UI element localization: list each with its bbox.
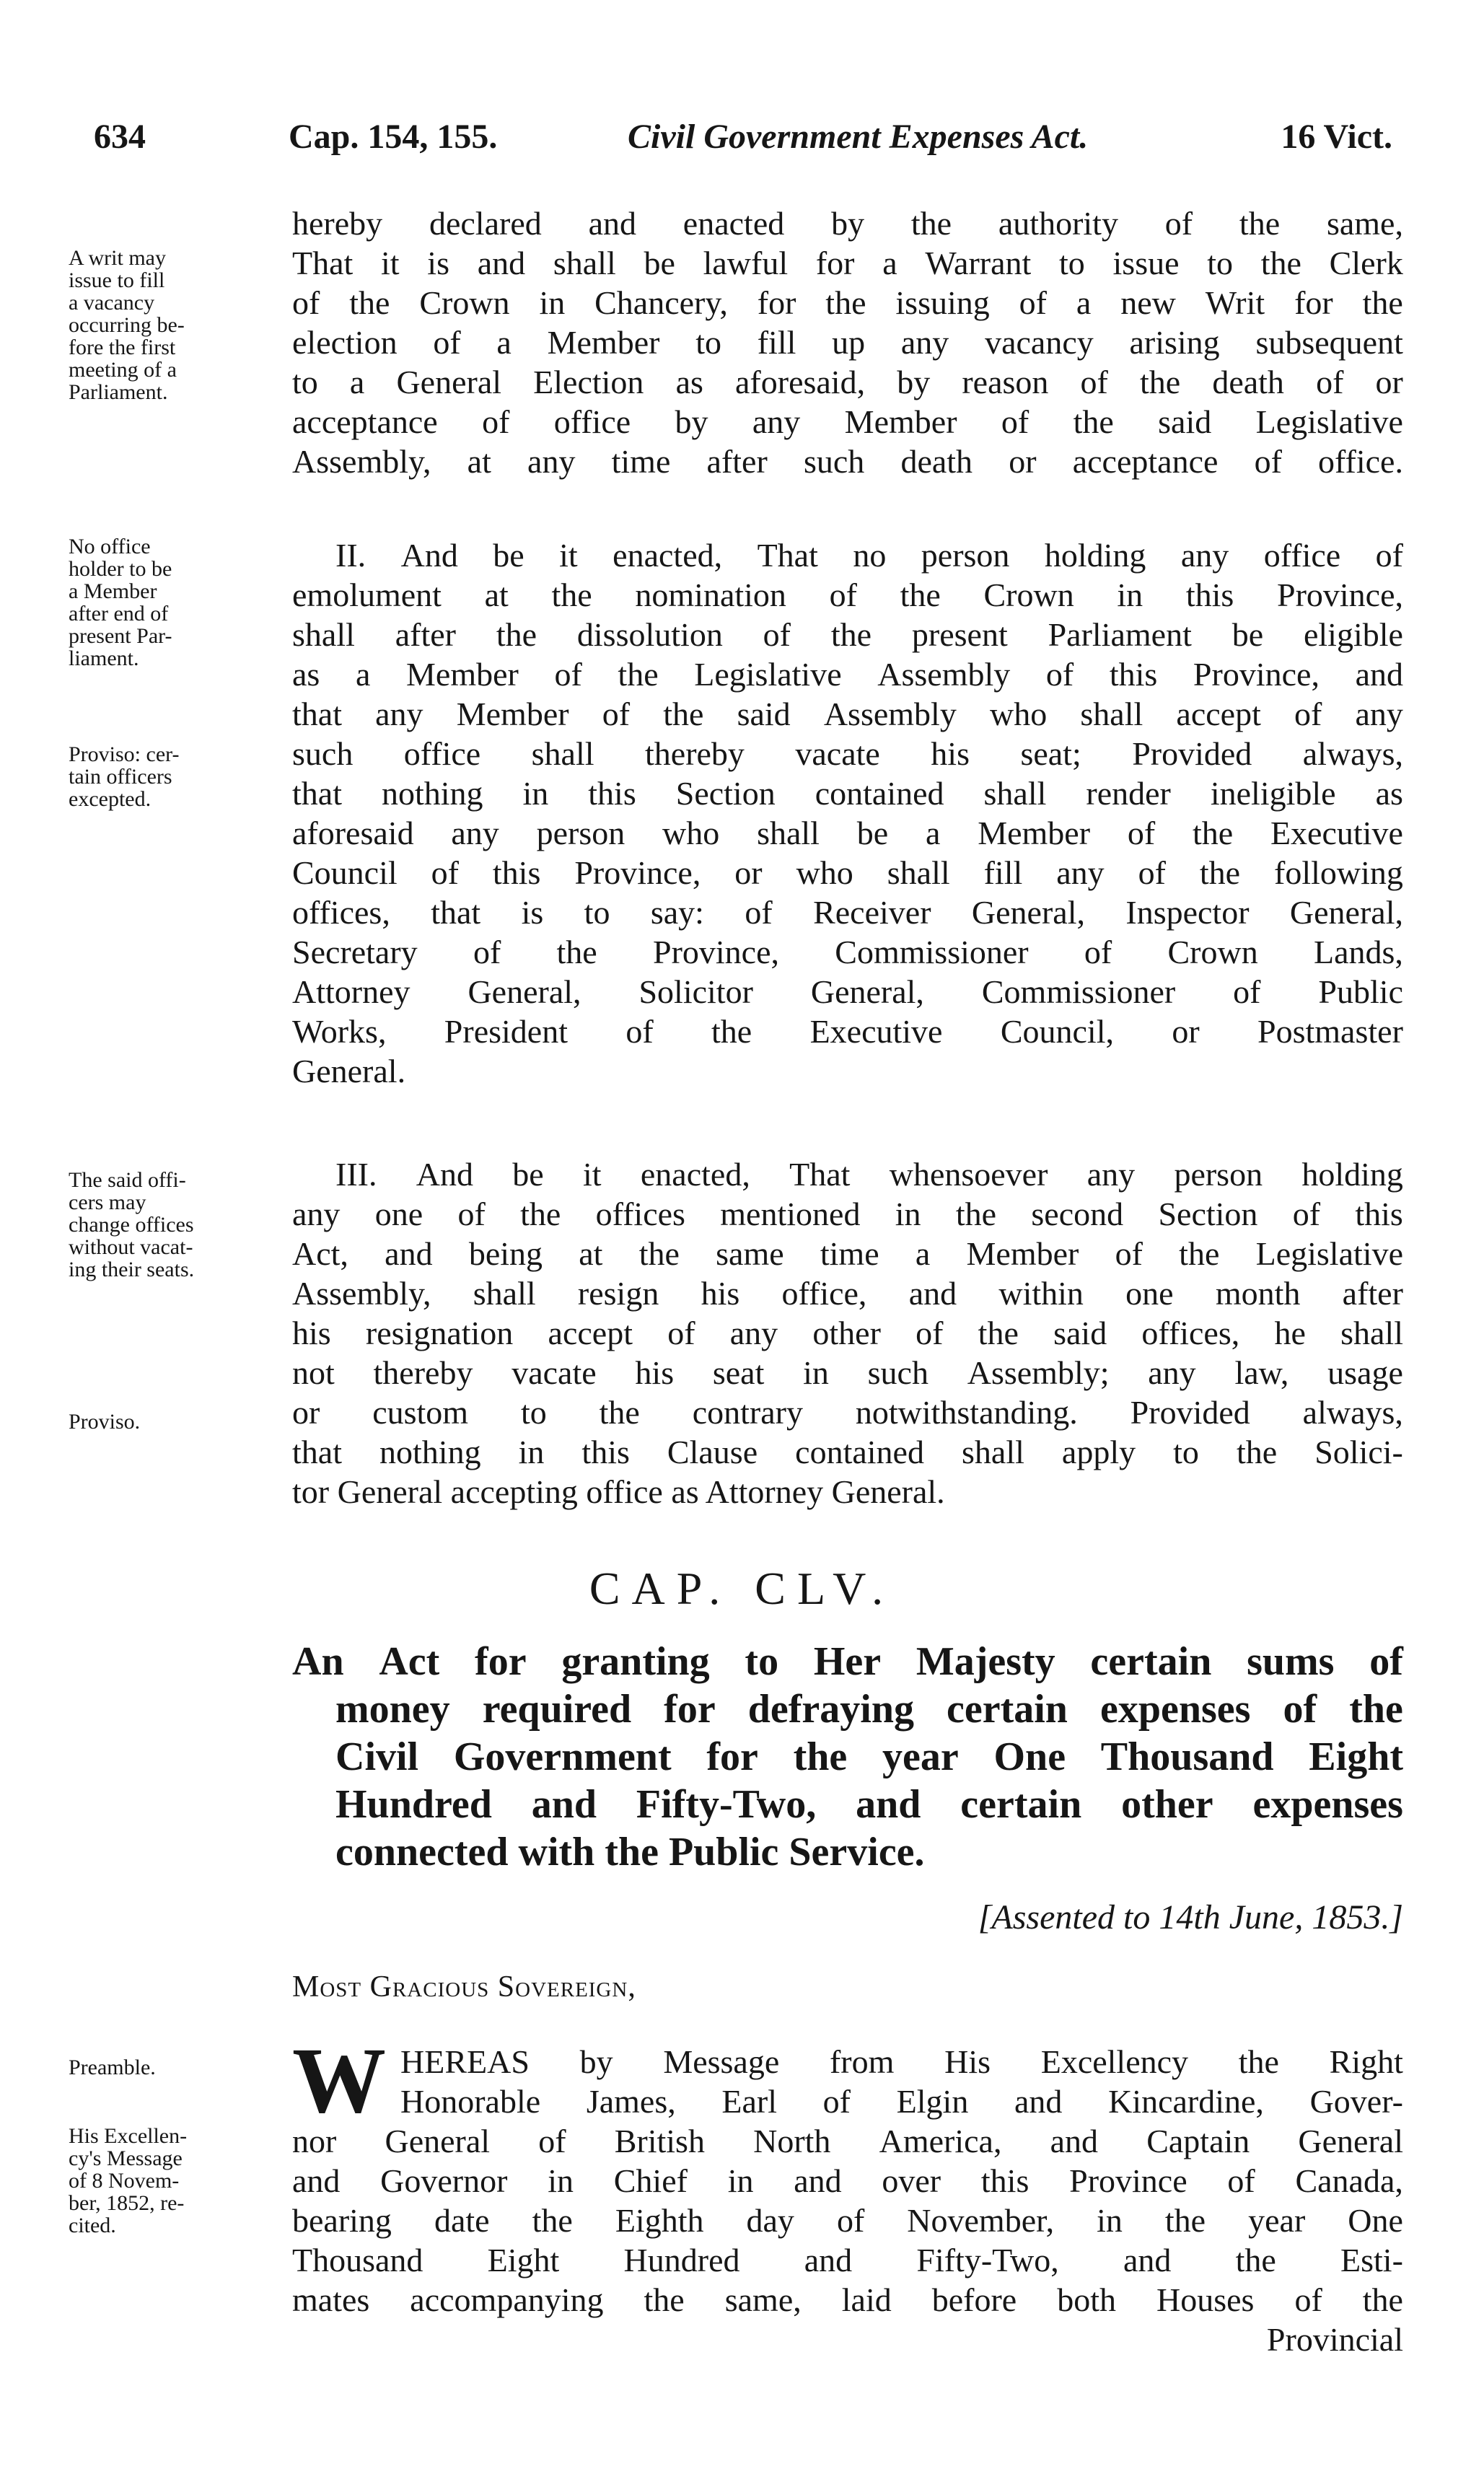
margin-note-line: Proviso. <box>69 1410 141 1434</box>
catchword: Provincial <box>1266 2321 1403 2358</box>
section-iii <box>292 1154 1403 1512</box>
margin-note-line: occurring be- <box>69 313 185 337</box>
text-line: Secretary of the Province, Commissioner of Crown Lands, <box>292 934 1403 970</box>
margin-note-line: present Par- <box>69 624 172 648</box>
section-ii <box>292 535 1403 1091</box>
act-title <box>292 1638 1403 1876</box>
text-line: mates accompanying the same, laid before both Houses of the <box>292 2281 1403 2318</box>
margin-note-line: meeting of a <box>69 358 177 382</box>
act-title-line: connected with the Public Service. <box>335 1830 925 1874</box>
text-line: that nothing in this Section contained shall render ineligible as <box>292 775 1403 812</box>
act-title-line: money required for defraying certain expenses of the <box>335 1687 1403 1732</box>
running-header <box>72 115 1414 166</box>
margin-note-line: cited. <box>69 2214 116 2237</box>
text-line: nor General of British North America, and Captain General <box>292 2123 1403 2159</box>
text-line: tor General accepting office as Attorney General. <box>292 1473 945 1510</box>
text-line: Assembly, shall resign his office, and within one month after <box>292 1275 1403 1312</box>
margin-note-line: cy's Message <box>69 2146 183 2170</box>
margin-note-line: liament. <box>69 646 139 670</box>
text-line: aforesaid any person who shall be a Member of the Executive <box>292 815 1403 851</box>
margin-note-line: without vacat- <box>69 1235 193 1259</box>
margin-note-line: The said offi- <box>69 1168 186 1192</box>
act-title-line: Hundred and Fifty-Two, and certain other expenses <box>335 1782 1403 1827</box>
text-line: Assembly, at any time after such death or acceptance of office. <box>292 443 1403 480</box>
paragraph-intro <box>292 203 1403 481</box>
text-line: to a General Election as aforesaid, by reason of the death of or <box>292 364 1403 400</box>
text-line: as a Member of the Legislative Assembly of this Province, and <box>292 656 1403 693</box>
text-line: Attorney General, Solicitor General, Commissioner of Public <box>292 973 1403 1010</box>
margin-note-line: A writ may <box>69 246 166 270</box>
margin-note-line: Parliament. <box>69 380 168 404</box>
margin-note-proviso <box>69 1411 285 1433</box>
text-line: emolument at the nomination of the Crown in this Province, <box>292 576 1403 613</box>
page-number: 634 <box>94 118 146 156</box>
margin-note-line: fore the first <box>69 335 176 359</box>
salutation: Most Gracious Sovereign, <box>292 1970 636 2004</box>
margin-note-line: cers may <box>69 1190 146 1214</box>
margin-note-line: Preamble. <box>69 2056 156 2079</box>
text-line: Honorable James, Earl of Elgin and Kincardine, Gover- <box>400 2083 1403 2120</box>
text-line: hereby declared and enacted by the authority of the same, <box>292 205 1403 242</box>
margin-note-line: ber, 1852, re- <box>69 2191 185 2215</box>
text-line: Act, and being at the same time a Member of the Legislative <box>292 1235 1403 1272</box>
text-line: HEREAS by Message from His Excellency the Right <box>400 2043 1403 2080</box>
text-line: Thousand Eight Hundred and Fifty-Two, and the Esti- <box>292 2242 1403 2278</box>
margin-note-line: change offices <box>69 1213 194 1237</box>
running-title: Civil Government Expenses Act. <box>628 118 1089 156</box>
margin-note-proviso-officers <box>69 743 285 810</box>
margin-note-preamble <box>69 2056 285 2079</box>
text-line: or custom to the contrary notwithstanding. Provided always, <box>292 1394 1403 1431</box>
margin-note-message <box>69 2125 285 2237</box>
margin-note-line: ing their seats. <box>69 1258 195 1281</box>
text-line: III. And be it enacted, That whensoever any person holding <box>335 1156 1403 1193</box>
margin-note-change-offices <box>69 1169 285 1281</box>
act-title-line: An Act for granting to Her Majesty certain sums of <box>292 1639 1403 1684</box>
text-line: his resignation accept of any other of the said offices, he shall <box>292 1315 1403 1351</box>
margin-note-writ <box>69 247 285 403</box>
text-line: such office shall thereby vacate his seat; Provided always, <box>292 735 1403 772</box>
text-line: II. And be it enacted, That no person holding any office of <box>335 537 1403 574</box>
text-line: General. <box>292 1053 406 1089</box>
margin-note-line: after end of <box>69 602 169 626</box>
text-line: shall after the dissolution of the present Parliament be eligible <box>292 616 1403 653</box>
text-line: that any Member of the said Assembly who shall accept of any <box>292 696 1403 732</box>
margin-note-line: a vacancy <box>69 291 155 315</box>
text-line: and Governor in Chief in and over this Province of Canada, <box>292 2162 1403 2199</box>
text-line: acceptance of office by any Member of the said Legislative <box>292 403 1403 440</box>
text-line: that nothing in this Clause contained shall apply to the Solici- <box>292 1434 1403 1470</box>
text-line: That it is and shall be lawful for a Warrant to issue to the Clerk <box>292 245 1403 281</box>
text-line: offices, that is to say: of Receiver General, Inspector General, <box>292 894 1403 931</box>
text-line: election of a Member to fill up any vacancy arising subsequent <box>292 324 1403 361</box>
text-line: of the Crown in Chancery, for the issuing of a new Writ for the <box>292 284 1403 321</box>
margin-note-office-holder <box>69 535 285 670</box>
chapter-reference: Cap. 154, 155. <box>289 118 498 156</box>
margin-note-line: His Excellen- <box>69 2124 188 2148</box>
text-line: bearing date the Eighth day of November, in the year One <box>292 2202 1403 2239</box>
assent-date: [Assented to 14th June, 1853.] <box>978 1898 1403 1936</box>
text-line: Works, President of the Executive Council, or Postmaster <box>292 1013 1403 1050</box>
text-line: not thereby vacate his seat in such Assembly; any law, usage <box>292 1354 1403 1391</box>
margin-note-line: holder to be <box>69 557 172 581</box>
regnal-year: 16 Vict. <box>1281 118 1392 156</box>
text-line: Council of this Province, or who shall fill any of the following <box>292 854 1403 891</box>
margin-note-line: a Member <box>69 579 157 603</box>
margin-note-line: tain officers <box>69 765 172 789</box>
chapter-heading: CAP. CLV. <box>589 1563 895 1614</box>
margin-note-line: of 8 Novem- <box>69 2169 180 2193</box>
text-line: any one of the offices mentioned in the second Section of this <box>292 1196 1403 1232</box>
margin-note-line: Proviso: cer- <box>69 742 180 766</box>
margin-note-line: issue to fill <box>69 268 165 292</box>
margin-note-line: excepted. <box>69 787 152 811</box>
preamble-paragraph <box>292 2029 1403 2359</box>
margin-note-line: No office <box>69 535 151 558</box>
act-title-line: Civil Government for the year One Thousand Eight <box>335 1734 1403 1779</box>
drop-cap: W <box>292 2029 386 2133</box>
